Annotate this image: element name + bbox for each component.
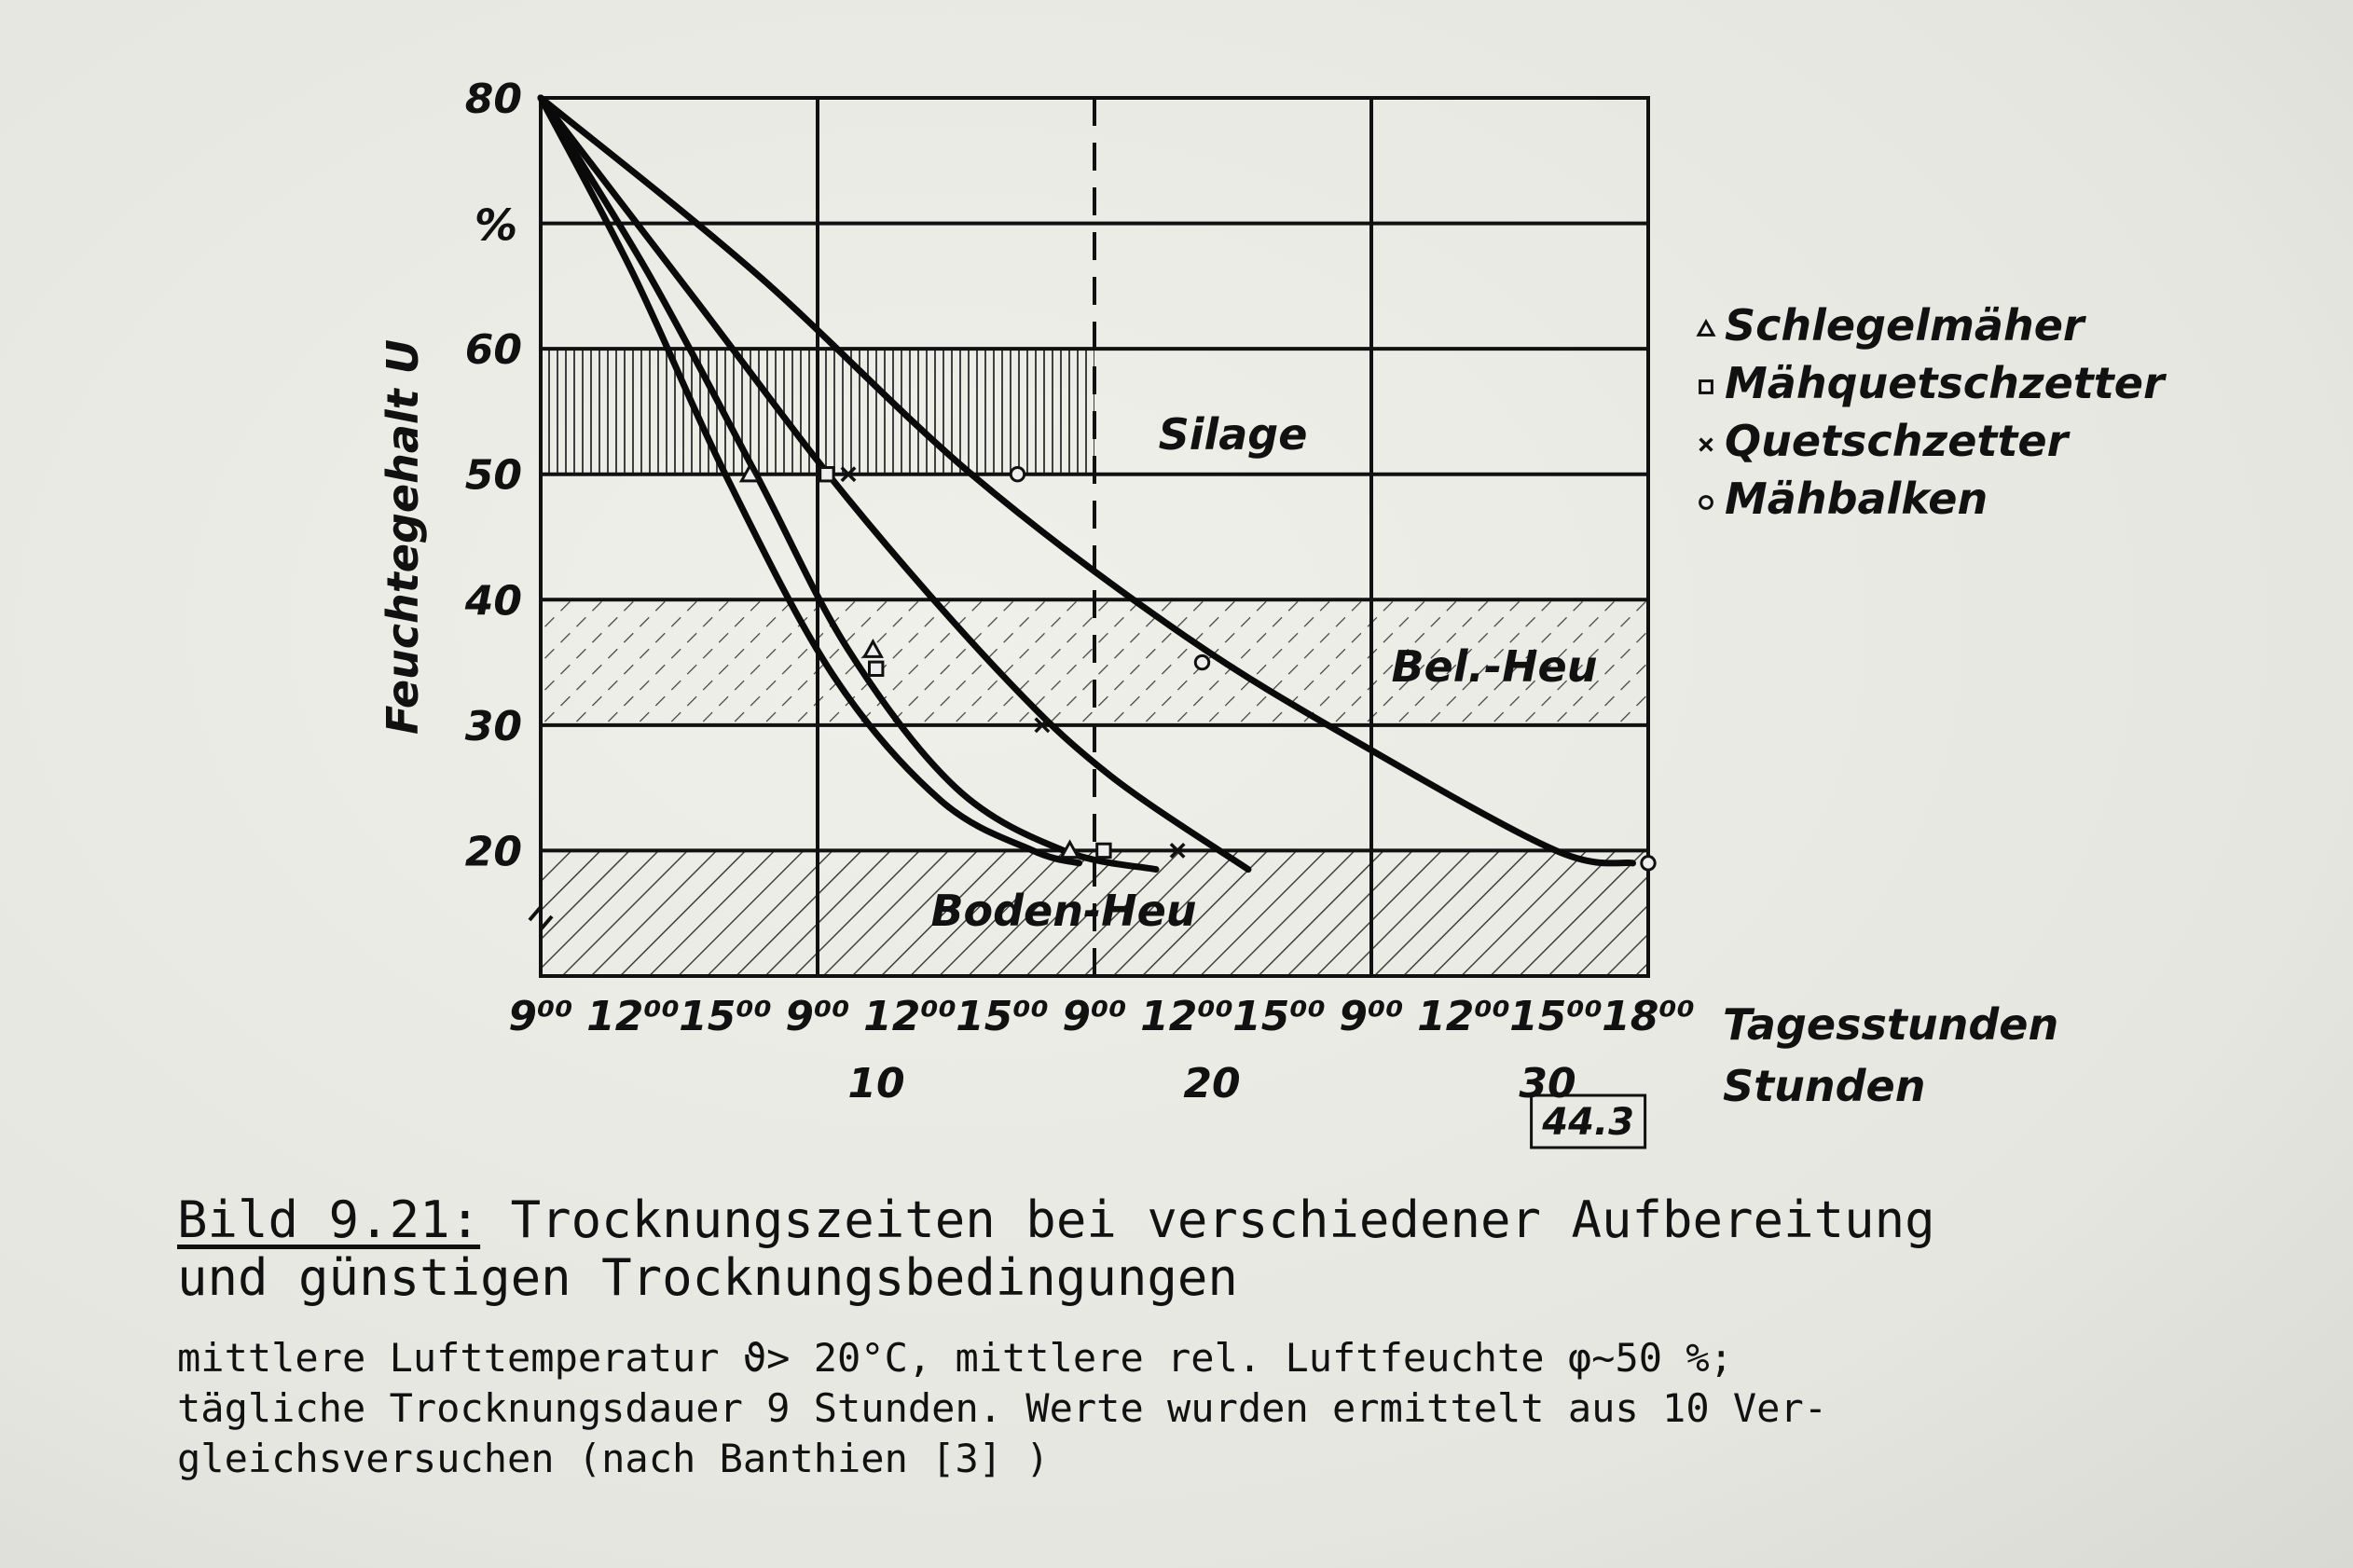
caption-note-line2: tägliche Trocknungsdauer 9 Stunden. Werte wurden ermittelt aus 10 Ver- <box>177 1385 1828 1431</box>
x-tick-label-time: 15⁰⁰ <box>1232 993 1326 1040</box>
x-axis-title-hours: Stunden <box>1723 1061 1926 1111</box>
zone-label-boden-heu: Boden-Heu <box>930 886 1197 937</box>
legend-label: Mähbalken <box>1725 474 1988 524</box>
x-tick-label-time: 15⁰⁰ <box>956 993 1049 1040</box>
zone-label-silage: Silage <box>1158 408 1308 460</box>
legend-label: Schlegelmäher <box>1725 300 2085 351</box>
legend-square-icon <box>1700 381 1713 393</box>
y-tick-label: 80 <box>464 76 522 123</box>
x-tick-label-time: 9⁰⁰ <box>1062 993 1127 1040</box>
y-tick-label: 20 <box>464 828 522 876</box>
x-tick-label-time: 18⁰⁰ <box>1602 993 1695 1040</box>
series-line-m-hbalken <box>541 98 1633 863</box>
legend-triangle-icon <box>1699 322 1713 335</box>
circle-marker <box>1195 655 1208 668</box>
y-tick-label: 60 <box>464 326 522 375</box>
chart-grid <box>530 98 1648 976</box>
legend-x-icon <box>1700 439 1713 451</box>
square-marker <box>1097 844 1110 857</box>
chart-legend <box>1699 300 2167 524</box>
legend-label: Mähquetschzetter <box>1725 358 2165 408</box>
legend-label: Quetschzetter <box>1725 416 2069 466</box>
x-tick-label-hours: 20 <box>1183 1060 1241 1107</box>
y-tick-label: 40 <box>464 577 522 626</box>
x-tick-label-time: 12⁰⁰ <box>586 993 680 1040</box>
x-tick-label-time: 12⁰⁰ <box>1140 993 1233 1040</box>
x-tick-label-hours: 10 <box>847 1060 905 1107</box>
legend-circle-icon <box>1700 497 1713 509</box>
x-tick-label-time: 9⁰⁰ <box>1339 993 1404 1040</box>
y-tick-label: 50 <box>464 451 522 500</box>
x-tick-label-time: 15⁰⁰ <box>1509 993 1603 1040</box>
caption-note-line3: gleichsversuchen (nach Banthien [3] ) <box>177 1436 1050 1481</box>
x-tick-label-time: 12⁰⁰ <box>1417 993 1510 1040</box>
caption-note-line1: mittlere Lufttemperatur ϑ> 20°C, mittlere rel. Luftfeuchte φ~50 %; <box>177 1335 1733 1381</box>
y-unit-label: % <box>474 199 518 251</box>
figure-title-line2: und günstigen Trocknungsbedingungen <box>177 1248 1238 1307</box>
x-tick-label-time: 15⁰⁰ <box>679 993 772 1040</box>
square-marker <box>870 662 883 675</box>
figure-number: Bild 9.21: <box>177 1190 481 1249</box>
figure-id-label: 44.3 <box>1542 1101 1634 1144</box>
x-tick-label-time: 12⁰⁰ <box>863 993 956 1040</box>
y-tick-label: 30 <box>464 702 522 750</box>
figure-title: Trocknungszeiten bei verschiedener Aufbereitung <box>480 1190 1935 1249</box>
x-tick-label-time: 9⁰⁰ <box>785 993 850 1040</box>
chart-series <box>541 98 1633 870</box>
circle-marker <box>1642 857 1655 870</box>
x-axis-title-time: Tagesstunden <box>1723 999 2059 1050</box>
x-tick-label-hours: 30 <box>1519 1060 1576 1107</box>
zone-label-bel-heu: Bel.-Heu <box>1391 640 1598 692</box>
figure-caption-title <box>177 1191 2321 1307</box>
x-tick-label-time: 9⁰⁰ <box>508 993 573 1040</box>
square-marker <box>820 468 833 481</box>
y-axis-title: Feuchtegehalt U <box>378 338 428 736</box>
circle-marker <box>1011 468 1024 481</box>
figure-caption-note <box>177 1333 2321 1484</box>
series-line-schlegelm-her <box>541 98 1080 863</box>
